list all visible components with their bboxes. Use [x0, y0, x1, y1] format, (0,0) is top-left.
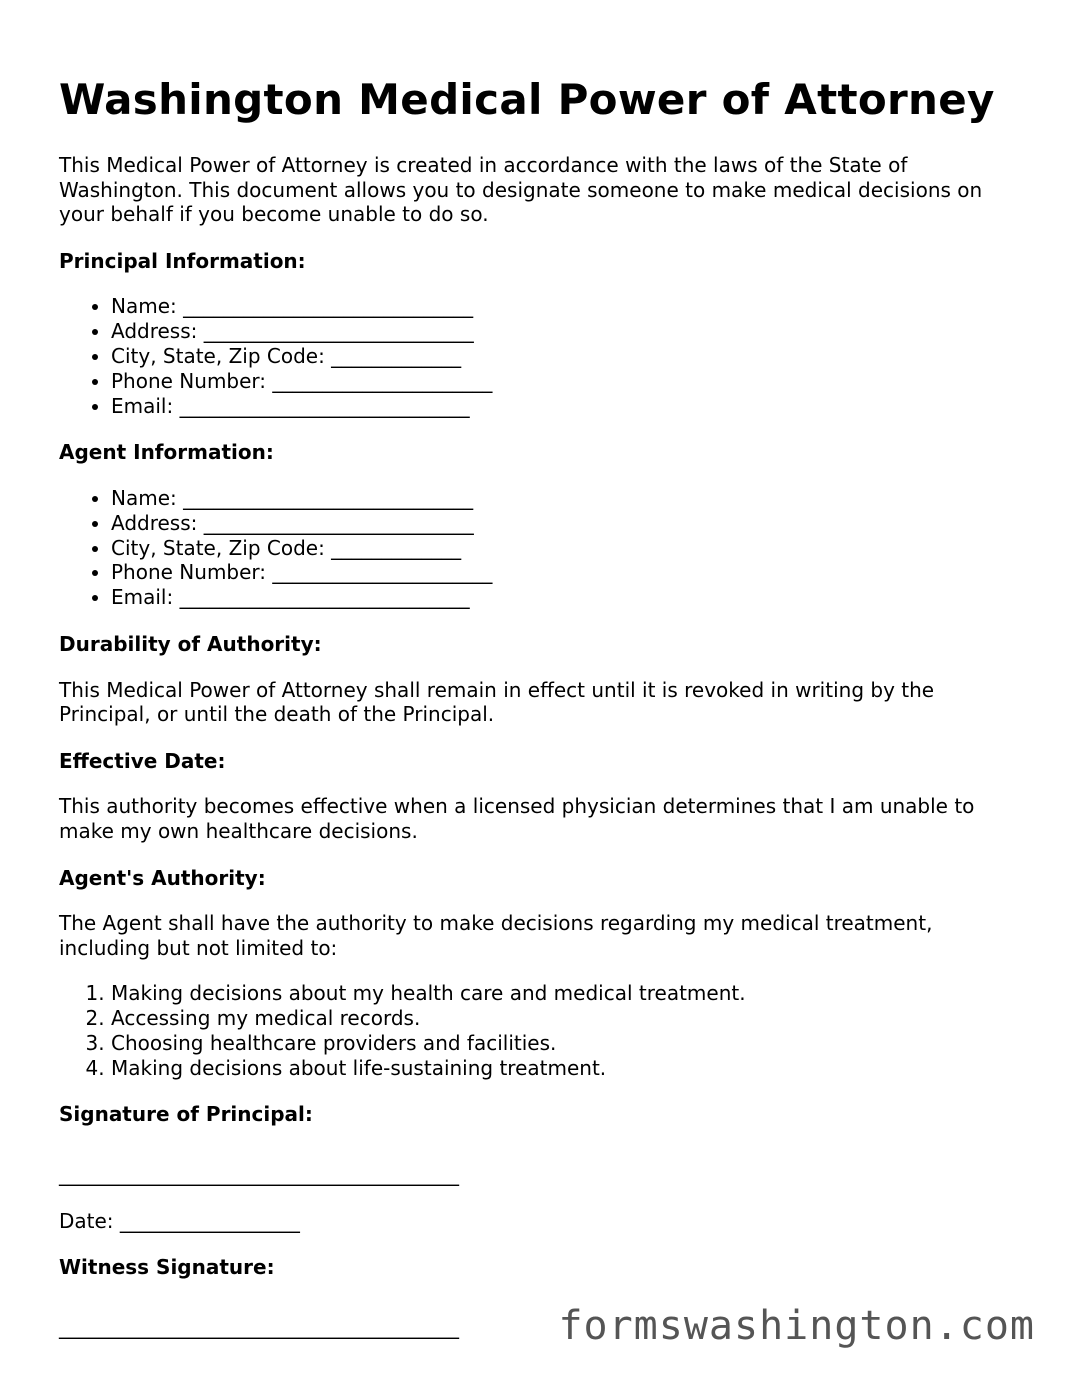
agent-email-field: • Email: _____________________________ [111, 585, 1019, 610]
principal-city-state-zip-field: • City, State, Zip Code: _____________ [111, 344, 1019, 369]
effective-date-heading: Effective Date: [59, 748, 226, 773]
principal-info-list [59, 294, 1019, 418]
principal-name-field: • Name: _____________________________ [111, 294, 1019, 319]
intro-paragraph: This Medical Power of Attorney is created in accordance with the laws of the State of Washington. This document allows you to designate someone to make medical decisions on your behalf if you become unable to do so. [59, 153, 983, 227]
agent-address-field: • Address: ___________________________ [111, 511, 1019, 536]
principal-signature-line: ________________________________________ [59, 1162, 459, 1187]
authority-item: 3. Choosing healthcare providers and facilities. [111, 1031, 1019, 1056]
authority-item: 4. Making decisions about life-sustaining treatment. [111, 1056, 1019, 1081]
document-title: Washington Medical Power of Attorney [59, 75, 995, 124]
authority-item: 2. Accessing my medical records. [111, 1006, 1019, 1031]
principal-address-field: • Address: ___________________________ [111, 319, 1019, 344]
agent-authority-list [59, 981, 1019, 1080]
site-watermark: formswashington.com [558, 1303, 1035, 1349]
principal-date-field: Date: __________________ [59, 1208, 300, 1233]
principal-phone-field: • Phone Number: ______________________ [111, 369, 1019, 394]
agent-phone-field: • Phone Number: ______________________ [111, 560, 1019, 585]
agent-city-state-zip-field: • City, State, Zip Code: _____________ [111, 536, 1019, 561]
principal-email-field: • Email: _____________________________ [111, 394, 1019, 419]
witness-signature-heading: Witness Signature: [59, 1255, 275, 1280]
agent-info-list [59, 486, 1019, 610]
agent-name-field: • Name: _____________________________ [111, 486, 1019, 511]
durability-heading: Durability of Authority: [59, 631, 322, 656]
agent-info-heading: Agent Information: [59, 440, 274, 465]
principal-signature-heading: Signature of Principal: [59, 1102, 313, 1127]
durability-paragraph: This Medical Power of Attorney shall remain in effect until it is revoked in writing by the Principal, or until the death of the Principal. [59, 677, 935, 727]
witness-signature-line: ________________________________________ [59, 1314, 459, 1339]
principal-info-heading: Principal Information: [59, 248, 306, 273]
document-page [59, 74, 1019, 1339]
agent-authority-heading: Agent's Authority: [59, 865, 266, 890]
authority-item: 1. Making decisions about my health care and medical treatment. [111, 981, 1019, 1006]
effective-date-paragraph: This authority becomes effective when a licensed physician determines that I am unable to make my own healthcare decisions. [59, 794, 975, 843]
agent-authority-paragraph: The Agent shall have the authority to make decisions regarding my medical treatment, including but not limited to: [59, 911, 933, 960]
